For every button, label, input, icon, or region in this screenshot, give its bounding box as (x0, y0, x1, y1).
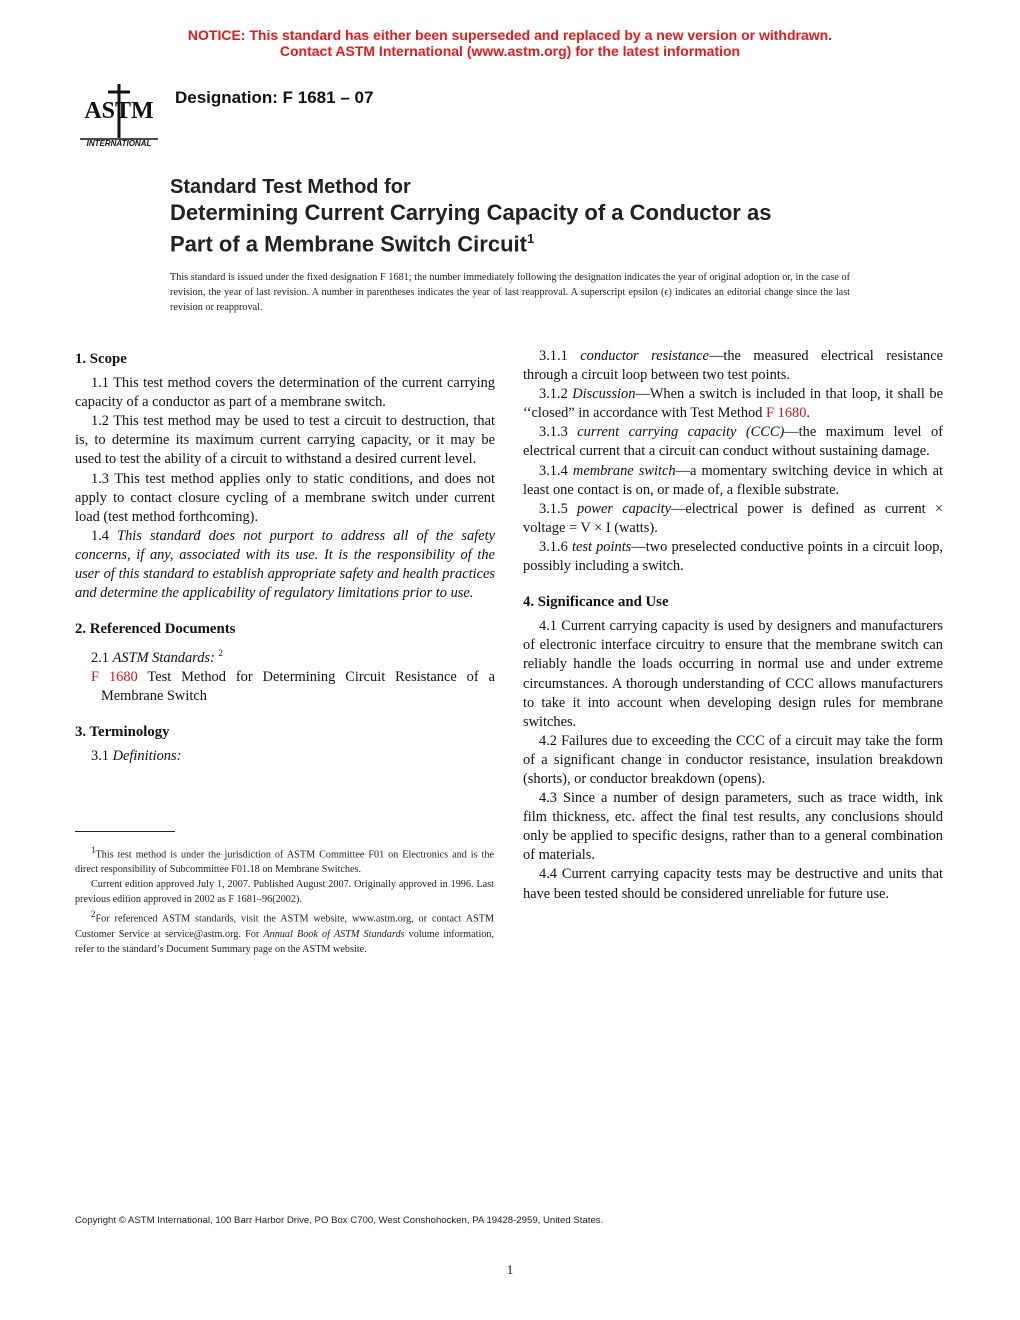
left-column (75, 347, 495, 767)
scope-1-2: 1.2 This test method may be used to test a circuit to destruction, that is, to determine its maximum current carrying capacity, or it may be used to test the ability of a circuit to withstand a desired current level. (75, 413, 495, 468)
footnote-rule (75, 831, 175, 832)
astm-logo (78, 78, 160, 150)
title-line-1: Standard Test Method for (170, 176, 411, 198)
footnote-1: $^1$This test method is under the jurisdiction of ASTM Committee F01 on Electronics and is the direct responsibility of Subcommittee F01.18 on Membrane Switches. (75, 845, 494, 876)
reference-f1680: F 1680 Test Method for Determining Circuit Resistance of a Membrane Switch (91, 669, 495, 705)
def-3-1-6: 3.1.6 test points—two preselected conductive points in a circuit loop, possibly including a switch. (523, 538, 943, 575)
scope-heading: 1. Scope (75, 351, 127, 367)
page-number: 1 (506, 1262, 514, 1277)
logo-subtitle: INTERNATIONAL (86, 139, 152, 148)
notice-line-1: NOTICE: This standard has either been superseded and replaced by a new version or withdrawn. (187, 27, 833, 43)
document-title (170, 175, 890, 257)
copyright: Copyright © ASTM International, 100 Barr Harbor Drive, PO Box C700, West Conshohocken, PA 19428-2959, United States. (75, 1215, 604, 1226)
footnote-1b: Current edition approved July 1, 2007. Published August 2007. Originally approved in 1996. Last previous edition approved in 2002 as F 1681–96(2002). (75, 879, 494, 906)
def-3-1-5: 3.1.5 power capacity—electrical power is defined as current × voltage = V × I (watts). (523, 500, 943, 536)
ref-link-f1680-inline[interactable]: F 1680 (766, 405, 807, 422)
designation: Designation: F 1681 – 07 (175, 88, 374, 107)
def-3-1-1: 3.1.1 conductor resistance—the measured electrical resistance through a circuit loop between two test points. (523, 348, 944, 384)
terminology-heading: 3. Terminology (75, 724, 170, 741)
issued-note: This standard is issued under the fixed designation F 1681; the number immediately following the designation indicates the year of original adoption or, in the case of revision, the year of last revision. A number in parentheses indicates the year of last reapproval. A superscript epsilon (ϵ) indicates an editorial change since the last revision or reapproval. (170, 272, 850, 313)
logo-letters: ASTM (84, 98, 154, 124)
def-3-1-4: 3.1.4 membrane switch—a momentary switching device in which at least one contact is on, or made of, a flexible substrate. (523, 462, 943, 498)
scope-1-4: 1.4 This standard does not purport to address all of the safety concerns, if any, associated with its use. It is the responsibility of the user of this standard to establish appropriate safety and health practices and determine the applicability of regulatory limitations prior to use. (75, 527, 495, 602)
right-column (523, 347, 943, 904)
scope-1-3: 1.3 This test method applies only to static conditions, and does not apply to contact closure cycling of a membrane switch under current load (test method forthcoming). (75, 470, 495, 525)
significance-4-2: 4.2 Failures due to exceeding the CCC of a circuit may take the form of a significant change in conductor resistance, insulation breakdown (shorts), or conductor breakdown (opens). (523, 732, 943, 787)
title-line-3: Part of a Membrane Switch Circuit$^1$ (170, 231, 535, 257)
significance-heading: 4. Significance and Use (523, 594, 669, 611)
referenced-2-1: 2.1 ASTM Standards: $^2$ (91, 648, 223, 667)
def-3-1-2: 3.1.2 Discussion—When a switch is included in that loop, it shall be ‘‘closed” in accordance with Test Method F 1680. (523, 386, 943, 422)
significance-4-1: 4.1 Current carrying capacity is used by designers and manufacturers of electronic interface circuitry to ensure that the membrane switch can reliably handle the loads occurring in normal use and under extreme circumstances. A thorough understanding of CCC allows manufacturers to take it into account when developing design rules for membrane switches. (523, 618, 943, 730)
terminology-3-1: 3.1 Definitions: (91, 748, 182, 765)
title-footnote-mark: 1 (526, 231, 535, 246)
notice-banner (0, 27, 1020, 59)
referenced-heading: 2. Referenced Documents (75, 621, 236, 638)
significance-4-3: 4.3 Since a number of design parameters, such as trace width, ink film thickness, etc. affect the final test results, any conclusions should only be applied to specific designs, rather than to a general combination of materials. (523, 790, 943, 864)
ref-link-f1680[interactable]: F 1680 (91, 669, 138, 686)
scope-1-1: 1.1 This test method covers the determination of the current carrying capacity of a conductor as part of a membrane switch. (75, 375, 495, 411)
def-3-1-3: 3.1.3 current carrying capacity (CCC)—the maximum level of electrical current that a circuit can conduct without sustaining damage. (523, 424, 944, 460)
significance-4-4: 4.4 Current carrying capacity tests may be destructive and units that have been tested should be considered unreliable for future use. (523, 866, 943, 902)
footnote-2: $^2$For referenced ASTM standards, visit the ASTM website, www.astm.org, or contact ASTM Customer Service at service@astm.org. For Annual Book of ASTM Standards volume information, refer to the standard’s Document Summary page on the ASTM website. (75, 909, 495, 955)
footnotes (75, 843, 494, 957)
title-line-2: Determining Current Carrying Capacity of a Conductor as (170, 200, 772, 225)
notice-line-2: Contact ASTM International (www.astm.org) for the latest information (279, 43, 741, 59)
